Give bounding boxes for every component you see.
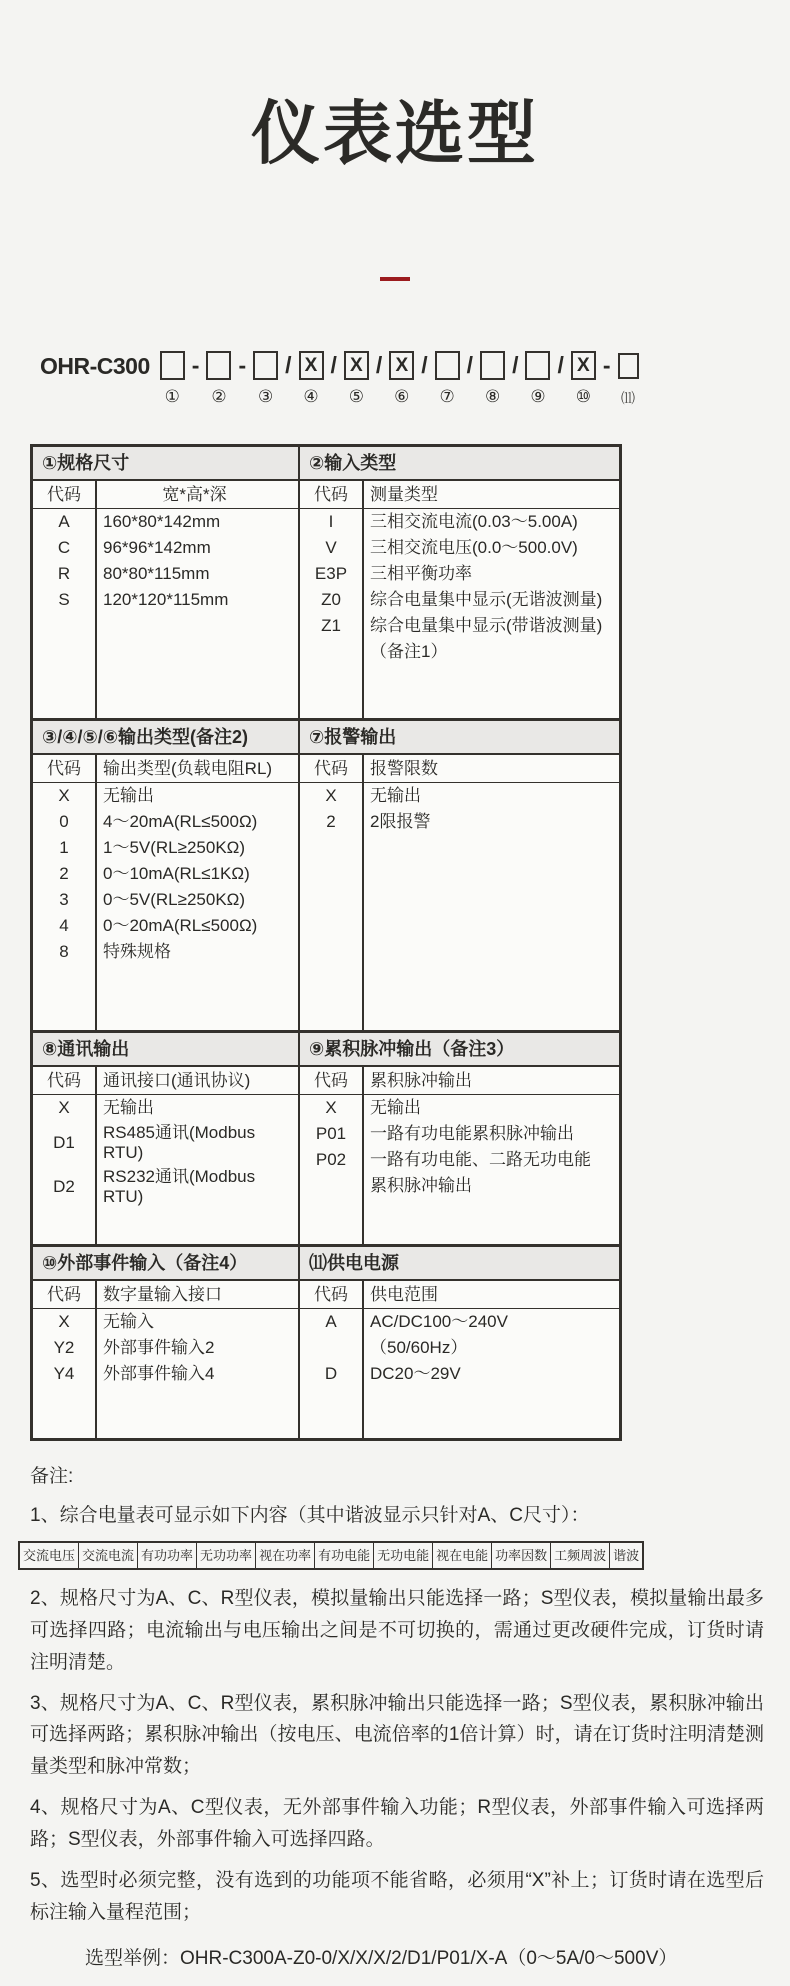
segment-separator: / xyxy=(512,352,519,378)
column-header-code: 代码 xyxy=(314,1070,348,1090)
code-cell: 2 xyxy=(59,864,69,883)
section-header: ②输入类型 xyxy=(309,453,397,473)
model-segment xyxy=(571,351,596,407)
model-segment xyxy=(299,351,324,407)
display-item-cell: 视在功率 xyxy=(255,1543,314,1568)
desc-cell: 三相平衡功率 xyxy=(370,564,472,583)
table-row xyxy=(33,783,298,809)
band-half xyxy=(33,755,300,1030)
model-prefix: OHR-C300 xyxy=(40,353,150,379)
code-box: X xyxy=(389,351,414,380)
band-half xyxy=(300,755,619,1030)
code-cell: 4 xyxy=(59,916,69,935)
code-box xyxy=(435,351,460,380)
desc-cell: RS485通讯(Modbus RTU) xyxy=(103,1123,256,1162)
table-row xyxy=(33,1361,298,1387)
code-box: X xyxy=(344,351,369,380)
column-header-code: 代码 xyxy=(47,758,81,778)
column-header-code: 代码 xyxy=(47,1070,81,1090)
band-body xyxy=(33,755,619,1030)
segment-separator: - xyxy=(191,352,200,378)
table-row xyxy=(33,587,298,613)
column-header-desc: 通讯接口(通讯协议) xyxy=(103,1070,251,1090)
table-row xyxy=(300,1335,619,1361)
desc-cell: 一路有功电能、二路无功电能 xyxy=(370,1150,591,1169)
title-divider-dash xyxy=(380,277,410,281)
column-header-desc: 供电范围 xyxy=(370,1284,438,1304)
desc-cell: 160*80*142mm xyxy=(103,512,221,531)
model-segment xyxy=(389,351,414,407)
display-item-cell: 交流电压 xyxy=(23,1547,76,1563)
notes-section xyxy=(23,1461,764,1975)
column-header-row xyxy=(300,755,619,783)
code-cell xyxy=(300,650,362,654)
code-box: X xyxy=(571,351,596,380)
segment-number: ⑧ xyxy=(484,387,501,406)
desc-cell: 120*120*115mm xyxy=(103,590,229,609)
desc-cell: 三相交流电流(0.03～5.00A) xyxy=(370,512,578,531)
segment-separator: - xyxy=(238,352,247,378)
segment-separator: - xyxy=(602,352,611,378)
code-box xyxy=(253,351,278,380)
display-item-cell: 无功功率 xyxy=(196,1543,255,1568)
table-row xyxy=(33,1095,298,1121)
column-header-row xyxy=(33,755,298,783)
band-half xyxy=(33,1067,300,1244)
column-header-desc: 输出类型(负载电阻RL) xyxy=(103,758,273,778)
code-cell: 8 xyxy=(59,942,69,961)
desc-cell: AC/DC100～240V xyxy=(370,1312,508,1331)
column-header-code: 代码 xyxy=(314,1284,348,1304)
table-row xyxy=(300,639,619,665)
display-items-table xyxy=(18,1541,644,1570)
code-box xyxy=(160,351,185,380)
code-cell: V xyxy=(325,538,337,557)
table-row xyxy=(300,1309,619,1335)
code-cell xyxy=(300,1184,362,1188)
desc-cell: 综合电量集中显示(无谐波测量) xyxy=(370,590,603,609)
desc-cell: RS232通讯(Modbus RTU) xyxy=(103,1167,256,1206)
note-item: 5、选型时必须完整，没有选到的功能项不能省略，必须用“X”补上；订货时请在选型后标注输入量程范围； xyxy=(30,1870,764,1923)
code-cell: P02 xyxy=(315,1150,347,1169)
table-row xyxy=(300,1095,619,1121)
model-segment xyxy=(344,351,369,407)
selection-table xyxy=(30,444,622,1441)
column-header-desc: 数字量输入接口 xyxy=(103,1284,222,1304)
table-row xyxy=(33,1121,298,1165)
desc-cell: 累积脉冲输出 xyxy=(370,1176,472,1195)
table-row xyxy=(33,887,298,913)
segment-number: ⑥ xyxy=(394,387,410,406)
column-header-row xyxy=(33,1067,298,1095)
table-row xyxy=(300,1173,619,1199)
code-cell: X xyxy=(325,786,337,805)
code-cell: 0 xyxy=(59,812,69,831)
code-box xyxy=(480,351,505,380)
code-cell: X xyxy=(58,1312,70,1331)
column-header-desc: 宽*高*深 xyxy=(162,484,227,504)
notes-heading: 备注: xyxy=(30,1466,74,1487)
band-half xyxy=(33,481,300,718)
section-header: ⑧通讯输出 xyxy=(33,1033,300,1065)
section-header: ③/④/⑤/⑥输出类型(备注2) xyxy=(33,721,300,753)
code-cell: 1 xyxy=(59,838,69,857)
display-item-cell: 有功功率 xyxy=(137,1543,196,1568)
example-line: 选型举例：OHR-C300A-Z0-0/X/X/X/2/D1/P01/X-A（0～5A/0～500V） xyxy=(85,1947,678,1969)
model-segment xyxy=(206,351,231,407)
code-cell: D1 xyxy=(53,1133,75,1152)
code-cell: S xyxy=(58,590,70,609)
segment-number: ③ xyxy=(257,387,274,406)
desc-cell: 0～10mA(RL≤1KΩ) xyxy=(103,864,250,883)
desc-cell: （备注1） xyxy=(370,642,448,661)
table-row xyxy=(300,783,619,809)
table-row xyxy=(300,587,619,613)
note-item: 4、规格尺寸为A、C型仪表，无外部事件输入功能；R型仪表，外部事件输入可选择两路；S型仪表，外部事件输入可选择四路。 xyxy=(30,1797,764,1851)
desc-cell: （50/60Hz） xyxy=(370,1338,468,1357)
table-row xyxy=(300,1121,619,1147)
display-item-cell: 视在电能 xyxy=(432,1543,491,1568)
code-cell: Y2 xyxy=(53,1338,75,1357)
segment-number: ⑤ xyxy=(348,387,365,406)
desc-cell: 无输出 xyxy=(370,786,421,805)
section-header: ⑦报警输出 xyxy=(309,727,397,747)
band-body xyxy=(33,1281,619,1438)
column-header-row xyxy=(300,481,619,509)
desc-cell: 无输入 xyxy=(103,1312,154,1331)
desc-cell: 1～5V(RL≥250KΩ) xyxy=(103,838,246,857)
code-cell: X xyxy=(58,1098,70,1117)
code-cell: 2 xyxy=(326,812,336,831)
segment-separator: / xyxy=(375,352,383,378)
segment-number: ⑨ xyxy=(530,387,546,406)
column-header-code: 代码 xyxy=(314,484,348,504)
code-cell: E3P xyxy=(314,564,348,583)
note-item: 1、综合电量表可显示如下内容（其中谐波显示只针对A、C尺寸）： xyxy=(30,1504,590,1526)
column-header-row xyxy=(33,1281,298,1309)
table-row xyxy=(300,509,619,535)
code-cell: Z0 xyxy=(321,590,341,609)
desc-cell: 三相交流电压(0.0～500.0V) xyxy=(370,538,578,557)
table-row xyxy=(300,561,619,587)
code-cell: X xyxy=(325,1098,337,1117)
desc-cell: 0～5V(RL≥250KΩ) xyxy=(103,890,246,909)
band-body xyxy=(33,1067,619,1244)
desc-cell: 4～20mA(RL≤500Ω) xyxy=(103,812,258,831)
band-header-row xyxy=(33,447,619,481)
band-header-row xyxy=(33,1244,619,1281)
desc-cell: 2限报警 xyxy=(370,812,431,831)
table-row xyxy=(33,535,298,561)
model-segment xyxy=(435,351,460,407)
table-row xyxy=(33,1335,298,1361)
code-cell: P01 xyxy=(315,1124,347,1143)
desc-cell: 无输出 xyxy=(103,1098,154,1117)
code-box xyxy=(525,351,550,380)
desc-cell: 一路有功电能累积脉冲输出 xyxy=(370,1124,574,1143)
notes-list xyxy=(23,1500,764,1929)
code-cell: D xyxy=(324,1364,338,1383)
model-segment xyxy=(160,351,185,407)
desc-cell: 无输出 xyxy=(370,1098,421,1117)
table-row xyxy=(33,509,298,535)
band-body xyxy=(33,481,619,718)
column-header-code: 代码 xyxy=(47,1284,81,1304)
table-row xyxy=(33,913,298,939)
code-box: X xyxy=(299,351,324,380)
code-cell: Y4 xyxy=(53,1364,75,1383)
desc-cell: 80*80*115mm xyxy=(103,564,210,583)
code-cell: X xyxy=(58,786,70,805)
desc-cell: 外部事件输入2 xyxy=(103,1338,215,1357)
segment-separator: / xyxy=(466,352,474,378)
display-item-cell: 无功电能 xyxy=(373,1543,432,1568)
segment-separator: / xyxy=(285,352,292,378)
desc-cell: 外部事件输入4 xyxy=(103,1364,215,1383)
display-item-cell: 谐波 xyxy=(609,1543,642,1568)
column-header-code: 代码 xyxy=(314,758,348,778)
code-cell: A xyxy=(58,512,70,531)
table-row xyxy=(33,939,298,965)
table-row xyxy=(33,861,298,887)
display-item-cell: 功率因数 xyxy=(491,1543,550,1568)
table-row xyxy=(33,561,298,587)
section-header: ⑾供电电源 xyxy=(309,1253,399,1273)
table-band xyxy=(33,447,619,718)
display-item-cell: 交流电流 xyxy=(78,1543,137,1568)
column-header-row xyxy=(33,481,298,509)
note-item: 3、规格尺寸为A、C、R型仪表，累积脉冲输出只能选择一路；S型仪表，累积脉冲输出可选择两路；累积脉冲输出（按电压、电流倍率的1倍计算）时，请在订货时注明清楚测量类型和脉冲常数； xyxy=(30,1692,764,1778)
table-row xyxy=(33,1309,298,1335)
band-half xyxy=(300,1067,619,1244)
column-header-desc: 测量类型 xyxy=(370,484,438,504)
desc-cell: 综合电量集中显示(带谐波测量) xyxy=(370,616,603,635)
segment-number: ① xyxy=(164,387,180,406)
segment-separator: / xyxy=(557,352,564,378)
model-segment xyxy=(525,351,550,407)
column-header-row xyxy=(300,1067,619,1095)
desc-cell: 特殊规格 xyxy=(103,942,171,961)
code-cell: R xyxy=(57,564,71,583)
code-cell: Z1 xyxy=(321,616,341,635)
segment-number: ⑩ xyxy=(575,387,591,406)
code-cell xyxy=(300,1346,362,1350)
code-cell: D2 xyxy=(53,1177,75,1196)
display-item-cell: 有功电能 xyxy=(314,1543,373,1568)
model-code-line xyxy=(40,351,790,408)
table-row xyxy=(33,835,298,861)
page-title: 仪表选型 xyxy=(251,95,539,172)
desc-cell: DC20～29V xyxy=(370,1364,461,1383)
table-row xyxy=(300,1147,619,1173)
column-header-desc: 报警限数 xyxy=(370,758,438,778)
desc-cell: 0～20mA(RL≤500Ω) xyxy=(103,916,258,935)
table-band xyxy=(33,1244,619,1438)
code-cell: C xyxy=(57,538,71,557)
code-box xyxy=(618,353,639,379)
column-header-row xyxy=(300,1281,619,1309)
column-header-code: 代码 xyxy=(47,484,81,504)
code-cell: 3 xyxy=(59,890,69,909)
note-item: 2、规格尺寸为A、C、R型仪表，模拟量输出只能选择一路；S型仪表，模拟量输出最多可选择四路；电流输出与电压输出之间是不可切换的，需通过更改硬件完成，订货时请注明清楚。 xyxy=(30,1587,764,1673)
band-header-row xyxy=(33,1030,619,1067)
model-segment xyxy=(480,351,505,407)
table-row xyxy=(33,809,298,835)
table-row xyxy=(33,1165,298,1209)
segment-number: ⑦ xyxy=(439,387,455,406)
desc-cell: 96*96*142mm xyxy=(103,538,211,557)
segment-separator: / xyxy=(421,352,428,378)
band-header-row xyxy=(33,718,619,755)
table-row xyxy=(300,535,619,561)
band-half xyxy=(33,1281,300,1438)
table-band xyxy=(33,718,619,1030)
table-row xyxy=(300,1361,619,1387)
table-row xyxy=(300,809,619,835)
code-cell: I xyxy=(328,512,334,531)
section-header: ⑩外部事件输入（备注4） xyxy=(33,1247,300,1279)
model-segment xyxy=(253,351,278,407)
model-segment xyxy=(618,351,639,408)
section-header: ①规格尺寸 xyxy=(33,447,300,479)
table-row xyxy=(300,613,619,639)
band-half xyxy=(300,1281,619,1438)
desc-cell: 无输出 xyxy=(103,786,154,805)
segment-number: ② xyxy=(211,387,227,406)
code-cell: A xyxy=(325,1312,337,1331)
band-half xyxy=(300,481,619,718)
display-item-cell: 工频周波 xyxy=(550,1543,609,1568)
segment-number: ⑾ xyxy=(621,390,636,406)
section-header: ⑨累积脉冲输出（备注3） xyxy=(309,1039,515,1059)
code-box xyxy=(206,351,231,380)
segment-number: ④ xyxy=(303,387,319,406)
column-header-desc: 累积脉冲输出 xyxy=(370,1070,472,1090)
segment-separator: / xyxy=(330,352,337,378)
table-band xyxy=(33,1030,619,1244)
